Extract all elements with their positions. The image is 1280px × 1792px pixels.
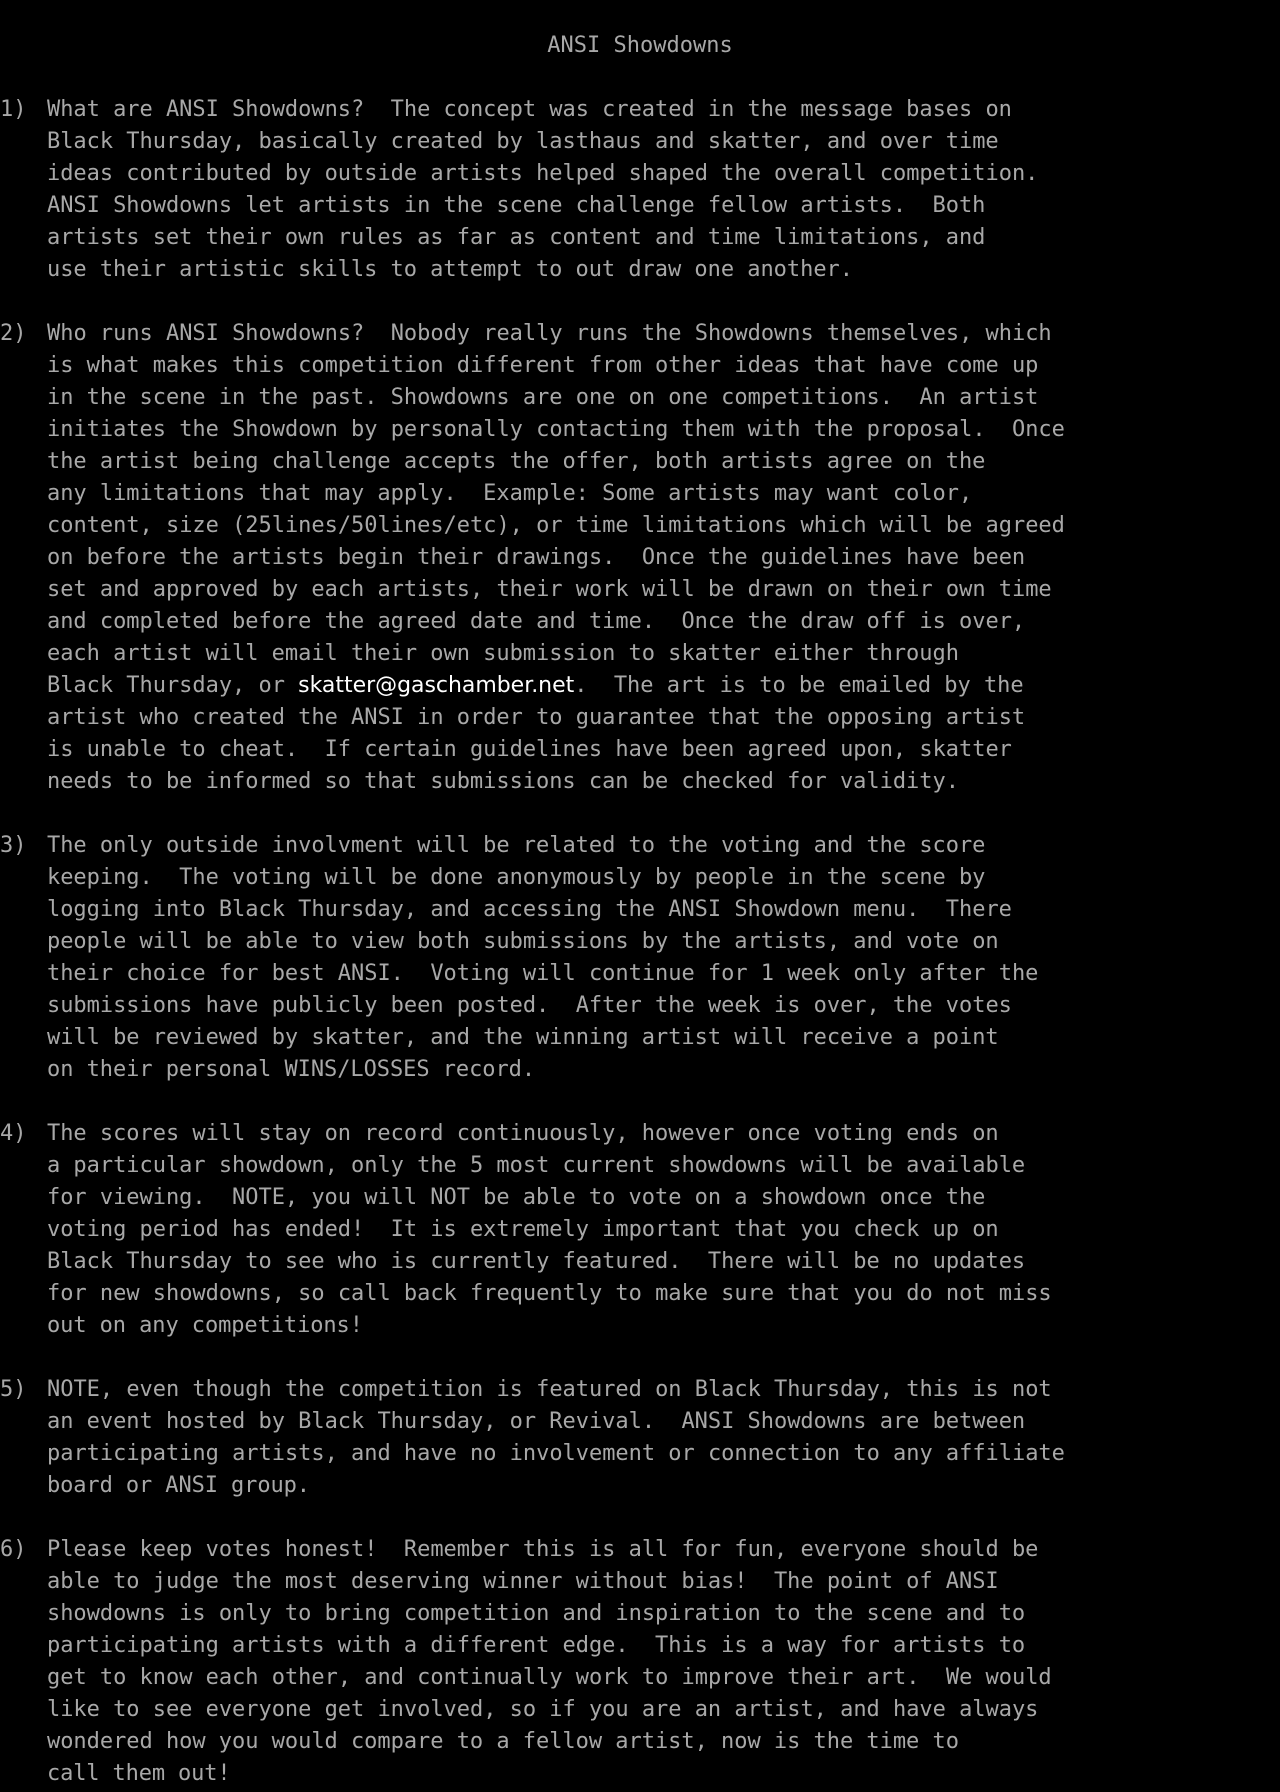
text-line: is unable to cheat. If certain guidelines have been agreed upon, skatter (47, 737, 1012, 762)
text-line: out on any competitions! (47, 1313, 363, 1338)
text-line-with-email (47, 670, 1280, 702)
text-line: What are ANSI Showdowns? The concept was created in the message bases on (47, 97, 1012, 122)
text-line: for viewing. NOTE, you will NOT be able to vote on a showdown once the (47, 1185, 986, 1210)
text-line: and completed before the agreed date and time. Once the draw off is over, (47, 609, 1026, 634)
text-line: people will be able to view both submissions by the artists, and vote on (47, 929, 999, 954)
text-line: Black Thursday, basically created by lasthaus and skatter, and over time (47, 129, 999, 154)
text-line: artist who created the ANSI in order to guarantee that the opposing artist (47, 705, 1026, 730)
email-address[interactable]: skatter@gaschamber.net (298, 673, 575, 698)
text-line: for new showdowns, so call back frequently to make sure that you do not miss (47, 1281, 1052, 1306)
item-text (47, 94, 1280, 286)
text-line: Please keep votes honest! Remember this is all for fun, everyone should be (47, 1537, 1039, 1562)
text-line: needs to be informed so that submissions can be checked for validity. (47, 769, 959, 794)
text-line: set and approved by each artists, their work will be drawn on their own time (47, 577, 1052, 602)
text-line: keeping. The voting will be done anonymously by people in the scene by (47, 865, 986, 890)
text-line: able to judge the most deserving winner without bias! The point of ANSI (47, 1569, 999, 1594)
text-line: voting period has ended! It is extremely important that you check up on (47, 1217, 999, 1242)
text-line: will be reviewed by skatter, and the winning artist will receive a point (47, 1025, 999, 1050)
item-number: 2) (0, 321, 27, 346)
text-line: wondered how you would compare to a fellow artist, now is the time to (47, 1729, 959, 1754)
text-line: on before the artists begin their drawings. Once the guidelines have been (47, 545, 1026, 570)
text-line: The scores will stay on record continuously, however once voting ends on (47, 1121, 999, 1146)
item-number: 6) (0, 1537, 27, 1562)
text-line: each artist will email their own submission to skatter either through (47, 641, 959, 666)
text-line: Who runs ANSI Showdowns? Nobody really runs the Showdowns themselves, which (47, 321, 1052, 346)
text-line: logging into Black Thursday, and accessing the ANSI Showdown menu. There (47, 897, 1012, 922)
item-text (47, 830, 1280, 1086)
item-number: 4) (0, 1121, 27, 1146)
text-line: showdowns is only to bring competition and inspiration to the scene and to (47, 1601, 1026, 1626)
item-text (47, 1534, 1280, 1790)
text-line: a particular showdown, only the 5 most current showdowns will be available (47, 1153, 1026, 1178)
text-line: initiates the Showdown by personally contacting them with the proposal. Once (47, 417, 1065, 442)
text-line: Black Thursday to see who is currently featured. There will be no updates (47, 1249, 1026, 1274)
text-line: call them out! (47, 1761, 231, 1786)
text-line: use their artistic skills to attempt to out draw one another. (47, 257, 853, 282)
text-line: NOTE, even though the competition is featured on Black Thursday, this is not (47, 1377, 1052, 1402)
text-line: like to see everyone get involved, so if you are an artist, and have always (47, 1697, 1039, 1722)
item-text (47, 318, 1280, 798)
text-line: their choice for best ANSI. Voting will continue for 1 week only after the (47, 961, 1039, 986)
text-line: ANSI Showdowns let artists in the scene challenge fellow artists. Both (47, 193, 986, 218)
item-text (47, 1118, 1280, 1342)
text-line: any limitations that may apply. Example: Some artists may want color, (47, 481, 973, 506)
text-line: an event hosted by Black Thursday, or Revival. ANSI Showdowns are between (47, 1409, 1026, 1434)
text-line: participating artists with a different edge. This is a way for artists to (47, 1633, 1026, 1658)
item-text (47, 1374, 1280, 1502)
item-number: 3) (0, 833, 27, 858)
text-line: artists set their own rules as far as content and time limitations, and (47, 225, 986, 250)
text-line: The only outside involvment will be related to the voting and the score (47, 833, 986, 858)
item-number: 5) (0, 1377, 27, 1402)
text-line: content, size (25lines/50lines/etc), or time limitations which will be agreed (47, 513, 1065, 538)
text-line: get to know each other, and continually work to improve their art. We would (47, 1665, 1052, 1690)
text-line: ideas contributed by outside artists helped shaped the overall competition. (47, 161, 1039, 186)
page-title: ANSI Showdowns (547, 33, 733, 58)
text-line: on their personal WINS/LOSSES record. (47, 1057, 536, 1082)
text-line: board or ANSI group. (47, 1473, 310, 1498)
email-line-suffix: . The art is to be emailed by the (574, 673, 1024, 698)
text-line: participating artists, and have no involvement or connection to any affiliate (47, 1441, 1065, 1466)
item-number: 1) (0, 97, 27, 122)
text-line: submissions have publicly been posted. After the week is over, the votes (47, 993, 1012, 1018)
text-line: is what makes this competition different from other ideas that have come up (47, 353, 1039, 378)
text-line: the artist being challenge accepts the offer, both artists agree on the (47, 449, 986, 474)
text-line: in the scene in the past. Showdowns are one on one competitions. An artist (47, 385, 1039, 410)
email-line-prefix: Black Thursday, or (47, 673, 299, 698)
